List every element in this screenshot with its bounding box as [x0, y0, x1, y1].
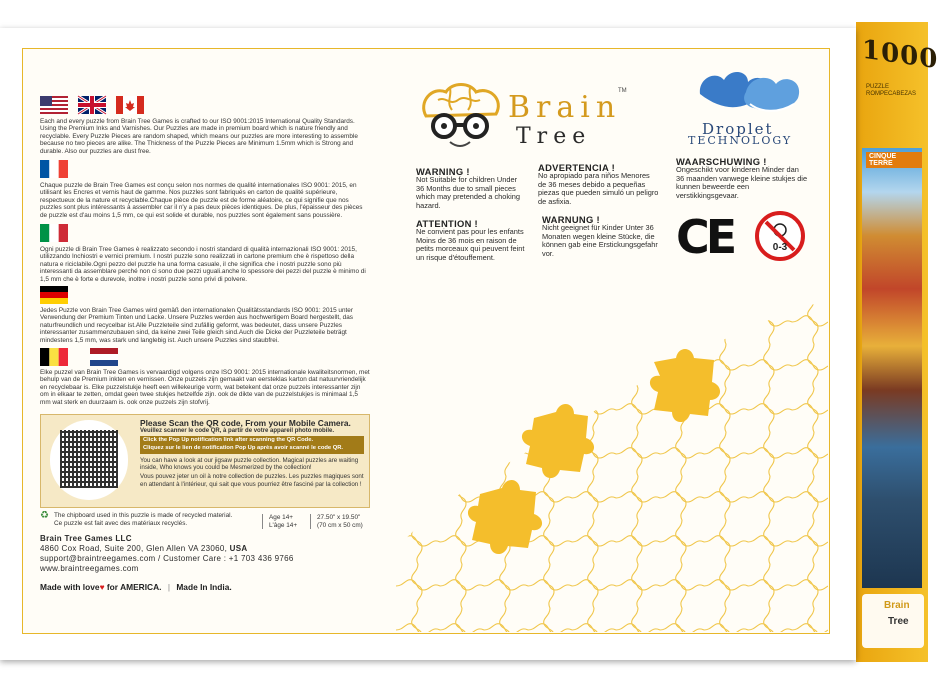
image-label: CINQUE TERRE	[866, 152, 922, 168]
company-info	[40, 534, 294, 574]
uk-flag-icon	[78, 96, 106, 114]
qr-subtitle: Veuillez scanner le code QR, à partir de votre appareil photo mobile.	[140, 428, 335, 434]
warning-es-text: No apropiado para niños Menores de 36 meses debido a pequeñas piezas que pueden simuló un peligro de asfixia.	[538, 171, 659, 206]
droplet-technology: TECHNOLOGY	[688, 134, 793, 147]
qr-description: You can have a look at our jigsaw puzzle collection. Magical puzzles are waiting inside, Who knows you could be Mesmerized by the collection! Vous pouvez jeter un oil à notre collection de puzzles. Les puzzles magiques sont en attendant à l'intérieur, qui sait que vous pourriez être fasciné par la collection !	[140, 457, 364, 488]
made-in-line: Made with love♥ for AMERICA. | Made In India.	[40, 582, 232, 592]
netherlands-flag-icon	[90, 348, 118, 366]
belgium-flag-icon	[40, 348, 68, 366]
recycle-note: The chipboard used in this puzzle is made of recycled material. Ce puzzle est fait avec des matériaux recyclés.	[54, 512, 233, 527]
recycle-icon: ♻	[40, 510, 49, 521]
company-website: www.braintreegames.com	[40, 564, 139, 573]
qr-title: Please Scan the QR code, From your Mobile Camera.	[140, 418, 351, 428]
age-rating: Age 14+ L'âge 14+	[262, 514, 297, 529]
canada-flag-icon	[116, 96, 144, 114]
brain-glasses-logo-icon	[416, 82, 504, 152]
droplet-title: Droplet	[702, 120, 774, 138]
germany-flag-icon	[40, 286, 68, 304]
brand-tree: Tree	[516, 124, 592, 149]
age-warning-label: 0-3	[772, 242, 788, 253]
puzzle-grid	[396, 300, 828, 632]
trademark: TM	[618, 88, 627, 94]
warning-es-title: ADVERTENCIA !	[538, 162, 615, 173]
ce-mark: CE	[676, 210, 734, 264]
brand-brain: Brain	[508, 90, 622, 125]
separator: |	[167, 582, 170, 592]
warning-nl-text: Ongeschikt voor kinderen Minder dan 36 maanden vanwege kleine stukjes die kunnen beweerde een verstikkingsgevaar.	[676, 165, 808, 200]
us-flag-icon	[40, 96, 68, 114]
side-brand-logo: Brain Tree	[862, 594, 924, 648]
intro-german: Jedes Puzzle von Brain Tree Games wird gemäß den internationalen Qualitätsstandards ISO 9001: 2015 unter Verwendung der Premium Tinten und Lacke. Unsere Puzzles werden aus hochwertigem Board hergestellt, das naturfreundlich und recycelbar ist.Alle Puzzleteile sind zufällig geformt, was bedeutet, dass unsere Puzzles interessanter zusammenzubauen sind, da keine zwei Teile gleich sind.Auch die Dicke der Puzzleteile beträgt mindestens 1,5 mm, was stark und langlebig ist. Auch unsere Puzzles sind staubfrei.	[40, 307, 353, 344]
warning-en-title: WARNING !	[416, 166, 470, 177]
warning-de-text: Nicht geeignet für Kinder Unter 36 Monaten wegen kleine Stücke, die können gab eine Erstickungsgefahr vor.	[542, 223, 658, 258]
droplet-puzzle-icon	[690, 64, 808, 120]
intro-french: Chaque puzzle de Brain Tree Games est conçu selon nos normes de qualité internationales ISO 9001: 2015, en utilisant les Encres et vernis haut de gamme. Nos puzzles sont fabriqués en carton de qualité supérieure, respectueux de la nature et recyclable.Chaque pièce de puzzle est de forme aléatoire, ce qui signifie que nos puzzles sont plus intéressants à assembler car il n'y a pas deux pièces identiques. De plus, l'épaisseur des pièces de puzzle est d'au moins 1,5 mm, ce qui est solide et durable, nos puzzles sont également sans poussière.	[40, 182, 363, 219]
warning-fr-title: ATTENTION !	[416, 218, 478, 229]
piece-count-label: PUZZLE ROMPECABEZAS	[866, 84, 917, 97]
warning-nl-title: WAARSCHUWING !	[676, 156, 767, 167]
warning-en-text: Not Suitable for children Under 36 Months due to small pieces which may pretended a choking hazard.	[416, 175, 520, 210]
company-address: 4860 Cox Road, Suite 200, Glen Allen VA 23060, USA	[40, 544, 248, 553]
warning-de-title: WARNUNG !	[542, 214, 600, 225]
qr-code[interactable]	[60, 430, 118, 488]
flags-english	[40, 96, 144, 114]
france-flag-icon	[40, 160, 68, 178]
flags-dutch	[40, 348, 118, 366]
puzzle-illustration	[396, 300, 828, 632]
italy-flag-icon	[40, 224, 68, 242]
piece-count: 1000	[862, 34, 938, 76]
puzzle-size: 27.50" x 19.50" (70 cm x 50 cm)	[310, 514, 363, 529]
age-warning-icon	[754, 210, 806, 262]
intro-english: Each and every puzzle from Brain Tree Games is crafted to our ISO 9001:2015 International Quality Standards. Using the Premium Inks and Varnishes. Our Puzzles are made in premium board which is nature friendly and recyclable. Every Puzzle Pieces are random shaped, which means our puzzles are more interesting to assemble because no two pieces are alike. The Thickness of the Puzzle Pieces are Minimum 1.5mm which is Strong and durable. Also our puzzles are dust free.	[40, 118, 358, 155]
qr-instruction-band: Click the Pop Up notification link after scanning the QR Code. Cliquez sur le lien de notification Pop Up après avoir scanné le code QR.	[140, 436, 364, 454]
intro-dutch: Elke puzzel van Brain Tree Games is vervaardigd volgens onze ISO 9001: 2015 internationale kwaliteitsnormen, met behulp van de Premium inkten en vernissen. Onze puzzels zijn gemaakt van eersteklas karton dat natuurvriendelijk en recyclebaar is. Elke puzzelstukje heeft een willekeurige vorm, wat betekent dat onze puzzels interessanter zijn om in elkaar te zetten, omdat geen twee stukjes hetzelfde zijn. ook de dikte van de puzzelstukjes is minimaal 1,5 mm wat sterk en duurzaam is. ook onze puzzels zijn stofvrij.	[40, 369, 370, 406]
intro-italian: Ogni puzzle di Brain Tree Games è realizzato secondo i nostri standard di qualità internazionali ISO 9001: 2015, utilizzando Inchiostri e vernici premium. I nostri puzzle sono realizzati in cartone premium che è rispettoso della natura e riciclabile.Ogni pezzo del puzzle ha una forma casuale, il che significa che i nostri puzzle sono più interessanti da assemblare perché non ci sono due pezzi uguali.anche lo spessore dei pezzi del puzzle è minimo di 1,5 mm che è forte e durevole, inoltre i nostri puzzle sono privi di polvere.	[40, 246, 366, 283]
company-name: Brain Tree Games LLC	[40, 534, 132, 543]
cinque-terre-image	[862, 148, 922, 588]
heart-icon: ♥	[99, 582, 105, 592]
warning-fr-text: Ne convient pas pour les enfants Moins de 36 mois en raison de petits morceaux qui peuvent feint un risque d'étouffement.	[416, 227, 525, 262]
company-support: support@braintreegames.com / Customer Care : +1 703 436 9766	[40, 554, 294, 563]
